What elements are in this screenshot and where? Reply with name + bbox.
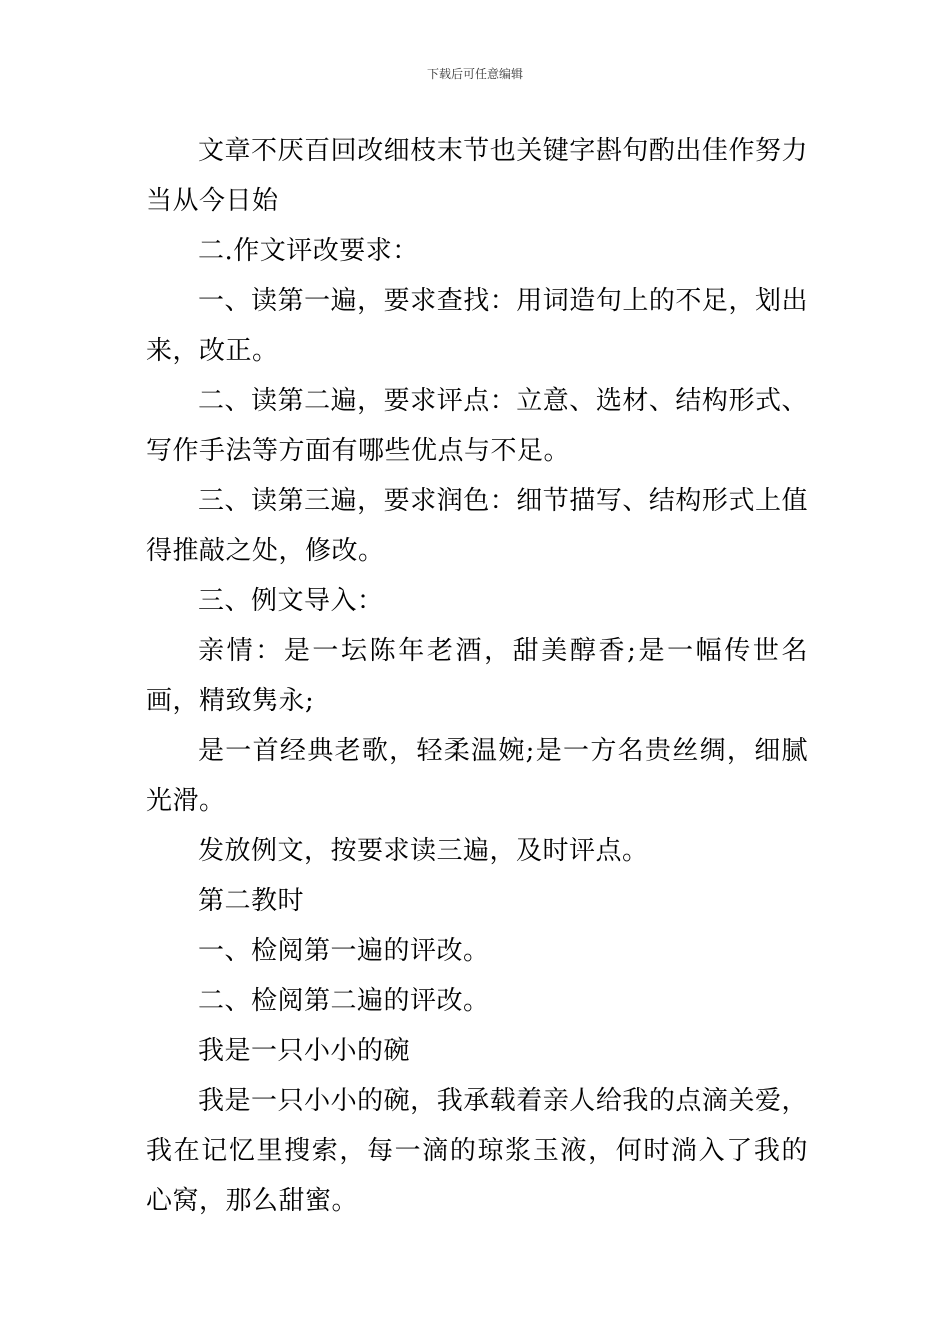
paragraph-family-love-2: 是一首经典老歌，轻柔温婉;是一方名贵丝绸，细腻光滑。 [146,736,808,816]
paragraph-example-intro: 三、例文导入： [198,586,384,616]
page-header: 下载后可任意编辑 [426,67,523,81]
paragraph-second-reading: 二、读第二遍，要求评点：立意、选材、结构形式、写作手法等方面有哪些优点与不足。 [146,386,808,466]
paragraph-third-reading: 三、读第三遍，要求润色：细节描写、结构形式上值得推敲之处，修改。 [146,486,808,566]
paragraph-review-first: 一、检阅第一遍的评改。 [198,936,490,966]
paragraph-motto: 文章不厌百回改细枝末节也关键字斟句酌出佳作努力当从今日始 [146,136,808,216]
document-body [146,126,808,1226]
paragraph-section-heading: 二.作文评改要求： [198,236,419,266]
paragraph-essay-body: 我是一只小小的碗，我承载着亲人给我的点滴关爱，我在记忆里搜索，每一滴的琼浆玉液，何时淌入了我的心窝，那么甜蜜。 [146,1086,808,1216]
paragraph-distribute: 发放例文，按要求读三遍，及时评点。 [198,836,649,866]
paragraph-first-reading: 一、读第一遍，要求查找：用词造句上的不足，划出来，改正。 [146,286,808,366]
paragraph-review-second: 二、检阅第二遍的评改。 [198,986,490,1016]
paragraph-essay-title: 我是一只小小的碗 [198,1036,411,1066]
paragraph-family-love-1: 亲情：是一坛陈年老酒，甜美醇香;是一幅传世名画，精致隽永; [146,636,808,716]
paragraph-second-lesson: 第二教时 [198,886,305,916]
